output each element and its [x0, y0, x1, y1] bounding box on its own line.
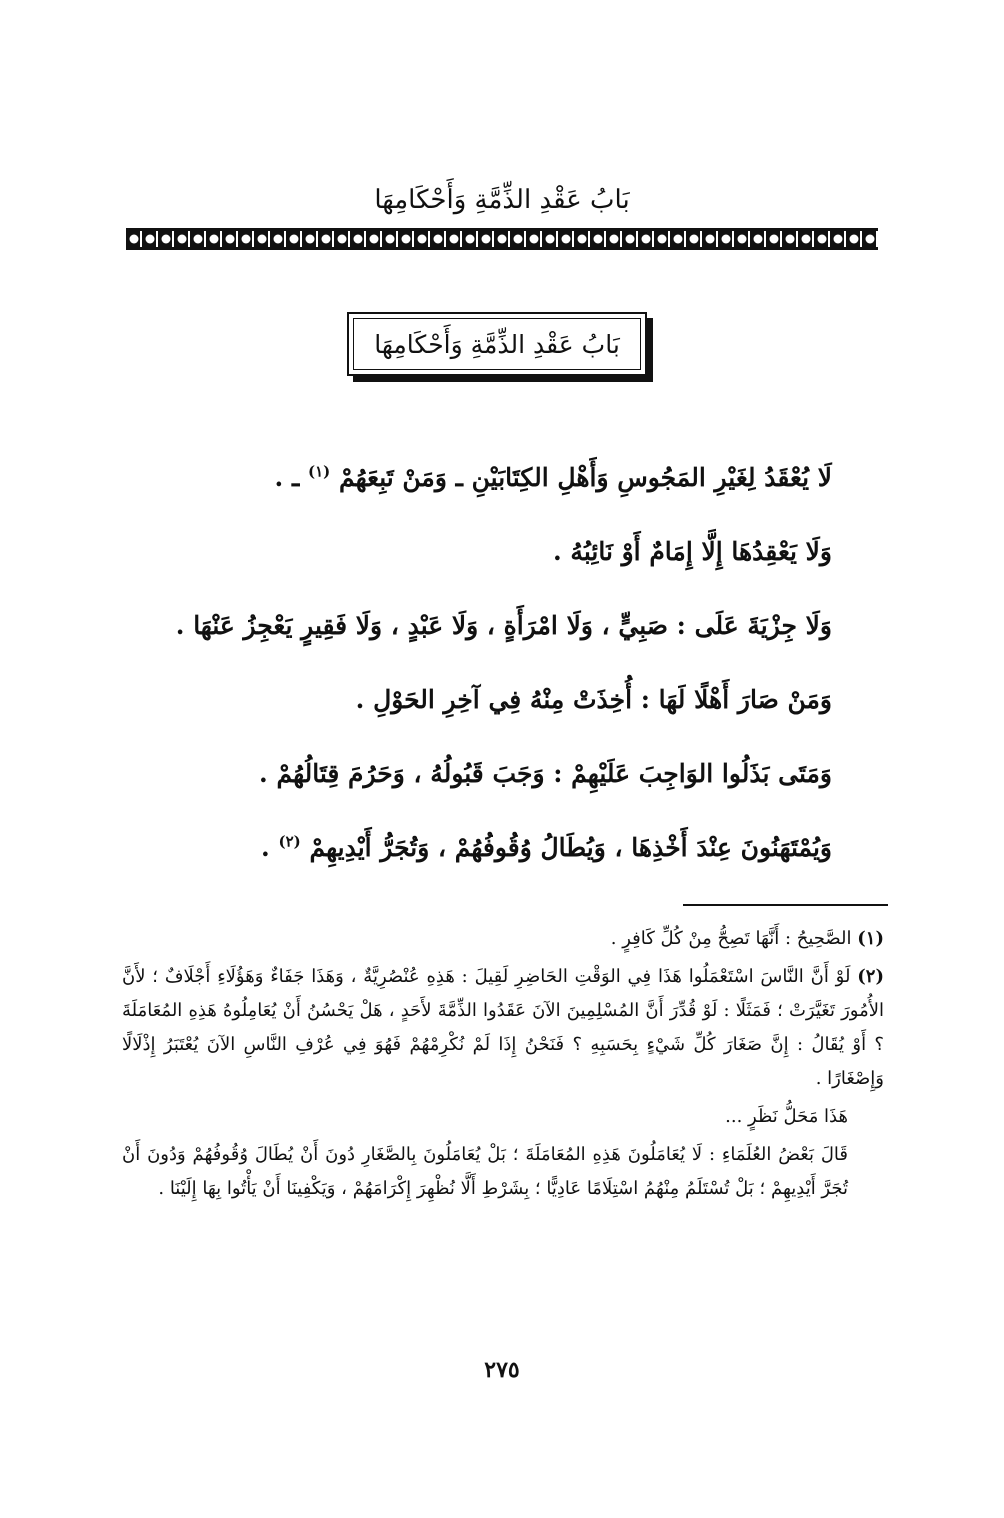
page-number: ٢٧٥: [484, 1357, 520, 1383]
footnote-separator: [683, 904, 888, 906]
running-header: بَابُ عَقْدِ الذِّمَّةِ وَأَحْكَامِهَا: [374, 185, 630, 215]
footnotes: [122, 922, 884, 1210]
footnote-ref-2: (٢): [278, 832, 301, 851]
ornamental-border: [126, 228, 878, 250]
footnote-ref-1: (١): [307, 462, 331, 481]
footnote-2: (٢) لَوْ أَنَّ النَّاسَ اسْتَعْمَلُوا هَذَا فِي الوَقْتِ الحَاضِرِ لَقِيلَ : هَذِهِ عُنْصُرِيَّةٌ ، وَهَذَا جَفَاءٌ وَهَؤُلَاءِ أَجْلَافٌ ؛ لأَنَّ الأُمُورَ تَغَيَّرَتْ ؛ فَمَثَلًا : لَوْ قُدِّرَ أَنَّ المُسْلِمِينَ الآنَ عَقَدُوا الذِّمَّةَ لأَحَدٍ ، هَلْ يَحْسُنُ أَنْ يُعَامِلُوهُ هَذِهِ المُعَامَلَةَ ؟ أَوْ يُقَالُ : إِنَّ صَغَارَ كُلِّ شَيْءٍ بِحَسَبِهِ ؟ فَنَحْنُ إِذَا لَمْ نُكْرِمْهُمْ فَهُوَ فِي عُرْفِ النَّاسِ الآنَ يُعْتَبَرُ إِذْلَالًا وَإِصْغَارًا .: [122, 966, 884, 1089]
footnote-2-paragraph-2: هَذَا مَحَلُّ نَظَرٍ ...: [725, 1106, 848, 1127]
matn-line-4: وَمَنْ صَارَ أَهْلًا لَهَا : أُخِذَتْ مِنْهُ فِي آخِرِ الحَوْلِ .: [355, 685, 832, 714]
footnote-2-paragraph-3: قَالَ بَعْضُ العُلَمَاءِ : لَا يُعَامَلُونَ هَذِهِ المُعَامَلَةَ ؛ بَلْ يُعَامَلُونَ بِالصَّغَارِ دُونَ أَنْ يُطَالَ وُقُوفُهُمْ وَدُونَ أَنْ تُجَرَّ أَيْدِيهِمْ ؛ بَلْ تُسْتَلَمُ مِنْهُمُ اسْتِلَامًا عَادِيًّا ؛ بِشَرْطِ أَلَّا نُظْهِرَ إِكْرَامَهُمْ ، وَيَكْفِينَا أَنْ يَأْتُوا بِهَا إِلَيْنَا .: [122, 1144, 848, 1199]
section-title-box: [347, 312, 647, 376]
footnote-1: (١) الصَّحِيحُ : أَنَّهَا تَصِحُّ مِنْ كُلِّ كَافِرٍ .: [610, 928, 884, 949]
matn-line-1: لَا يُعْقَدُ لِغَيْرِ المَجُوسِ وَأَهْلِ الكِتَابَيْنِ ـ وَمَنْ تَبِعَهُمْ $^{(١)}$ ـ .: [274, 462, 832, 492]
matn-line-6: وَيُمْتَهَنُونَ عِنْدَ أَخْذِهَا ، وَيُطَالُ وُقُوفُهُمْ ، وَتُجَرُّ أَيْدِيهِمْ $^{(٢)}$ .: [261, 832, 832, 862]
matn-line-2: وَلَا يَعْقِدُهَا إِلَّا إِمَامٌ أَوْ نَائِبُهُ .: [553, 537, 832, 566]
section-title: بَابُ عَقْدِ الذِّمَّةِ وَأَحْكَامِهَا: [353, 318, 641, 370]
matn-line-3: وَلَا جِزْيَةَ عَلَى : صَبِيٍّ ، وَلَا امْرَأَةٍ ، وَلَا عَبْدٍ ، وَلَا فَقِيرٍ يَعْجِزُ عَنْهَا .: [175, 611, 832, 640]
matn-line-5: وَمَتَى بَذَلُوا الوَاجِبَ عَلَيْهِمْ : وَجَبَ قَبُولُهُ ، وَحَرُمَ قِتَالُهُمْ .: [259, 759, 832, 788]
matn-text: [132, 462, 832, 906]
